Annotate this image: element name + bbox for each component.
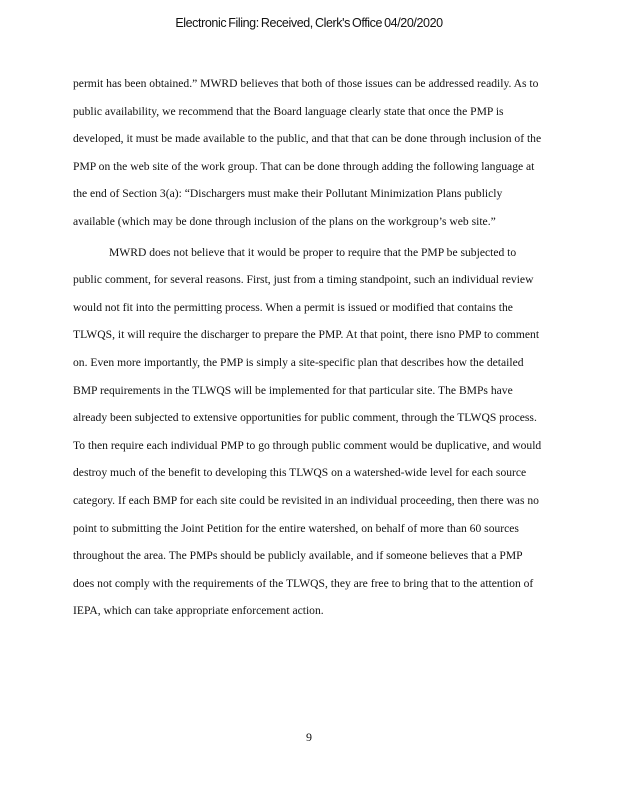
page-number: 9 [306,730,312,744]
document-body [73,70,545,625]
paragraph-public-comment: MWRD does not believe that it would be proper to require that the PMP be subjected to public comment, for several reasons. First, just from a timing standpoint, such an individual review would not fit into the permitting process. When a permit is issued or modified that contains the TLWQS, it will require the discharger to prepare the PMP. At that point, there isno PMP to comment on. Even more importantly, the PMP is simply a site-specific plan that describes how the detailed BMP requirements in the TLWQS will be implemented for that particular site. The BMPs have already been subjected to extensive opportunities for public comment, through the TLWQS process. To then require each individual PMP to go through public comment would be duplicative, and would destroy much of the benefit to developing this TLWQS on a watershed-wide level for each source category. If each BMP for each site could be revisited in an individual proceeding, then there was no point to submitting the Joint Petition for the entire watershed, on behalf of more than 60 sources throughout the area. The PMPs should be publicly available, and if someone believes that a PMP does not comply with the requirements of the TLWQS, they are free to bring that to the attention of IEPA, which can take appropriate enforcement action. [73,245,542,618]
paragraph-continuation: permit has been obtained.” MWRD believes that both of those issues can be addressed readily. As to public availability, we recommend that the Board language clearly state that once the PMP is developed, it must be made available to the public, and that that can be done through inclusion of the PMP on the web site of the work group. That can be done through adding the following language at the end of Section 3(a): “Dischargers must make their Pollutant Minimization Plans publicly available (which may be done through inclusion of the plans on the workgroup’s web site.” [73,77,542,228]
filing-stamp-header: Electronic Filing: Received, Clerk's Office 04/20/2020 [175,16,443,30]
